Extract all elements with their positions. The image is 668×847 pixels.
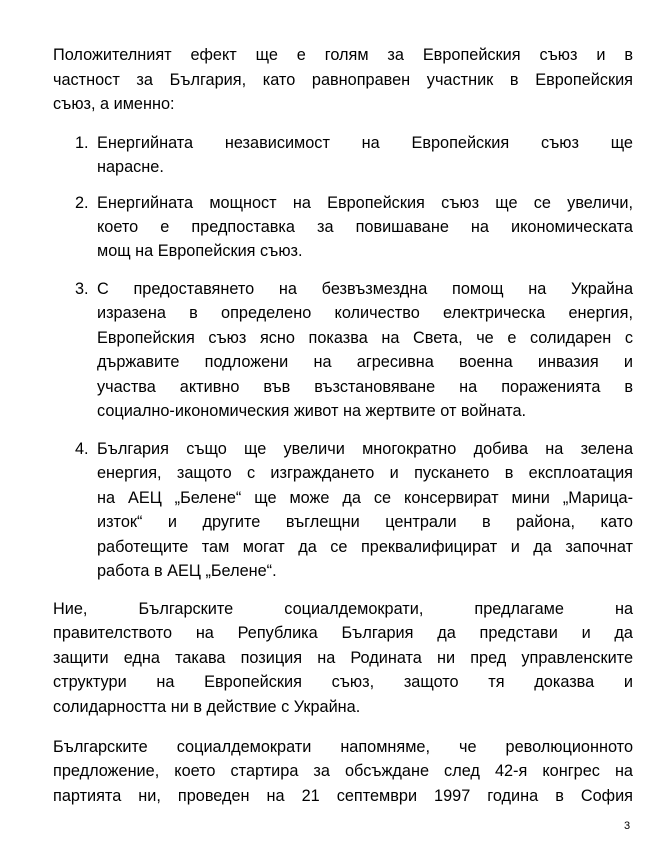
text-line: Положителният ефект ще е голям за Европейския съюз и в [53,46,633,64]
list-number: 3. [75,280,89,298]
text-line: на АЕЦ „Белене“ ще може да се консервират мини „Марица- [97,489,633,507]
text-line: Енергийната независимост на Европейския съюз ще [97,134,633,152]
text-line: работа в АЕЦ „Белене“. [97,562,277,580]
text-line: солидарността ни в действие с Украйна. [53,698,361,716]
text-line: работещите там могат да се преквалифицират и да започнат [97,538,633,556]
text-line: С предоставянето на безвъзмездна помощ на Украйна [97,280,633,298]
text-line: участва активно във възстановяване на пораженията в [97,378,633,396]
text-line: България също ще увеличи многократно добива на зелена [97,440,633,458]
text-line: частност за България, като равноправен участник в Европейския [53,71,633,89]
text-line: Българските социалдемократи напомняме, че революционното [53,738,633,756]
text-line: социално-икономическия живот на жертвите от войната. [97,402,527,420]
list-number: 1. [75,134,89,152]
text-line: Европейския съюз ясно показва на Света, че е солидарен с [97,329,633,347]
text-line: Ние, Българските социалдемократи, предлагаме на [53,600,633,618]
text-line: предложение, което стартира за обсъждане след 42-я конгрес на [53,762,633,780]
text-line: изток“ и другите въглещни централи в района, като [97,513,633,531]
text-line: изразена в определено количество електрическа енергия, [97,304,633,322]
text-line: нарасне. [97,158,164,176]
text-line: енергия, защото с изграждането и пускането в експлоатация [97,464,633,482]
text-line: Енергийната мощност на Европейския съюз ще се увеличи, [97,194,633,212]
text-line: което е предпоставка за повишаване на икономическата [97,218,633,236]
list-number: 2. [75,194,89,212]
text-line: защити една такава позиция на Родината ни пред управленските [53,649,633,667]
text-line: държавите подложени на агресивна военна инвазия и [97,353,633,371]
list-number: 4. [75,440,89,458]
text-line: партията ни, проведен на 21 септември 1997 година в София [53,787,633,805]
page-number: 3 [624,820,631,832]
text-line: правителството на Република България да представи и да [53,624,633,642]
text-line: структури на Европейския съюз, защото тя доказва и [53,673,633,691]
text-line: съюз, а именно: [53,95,175,113]
text-line: мощ на Европейския съюз. [97,242,303,260]
